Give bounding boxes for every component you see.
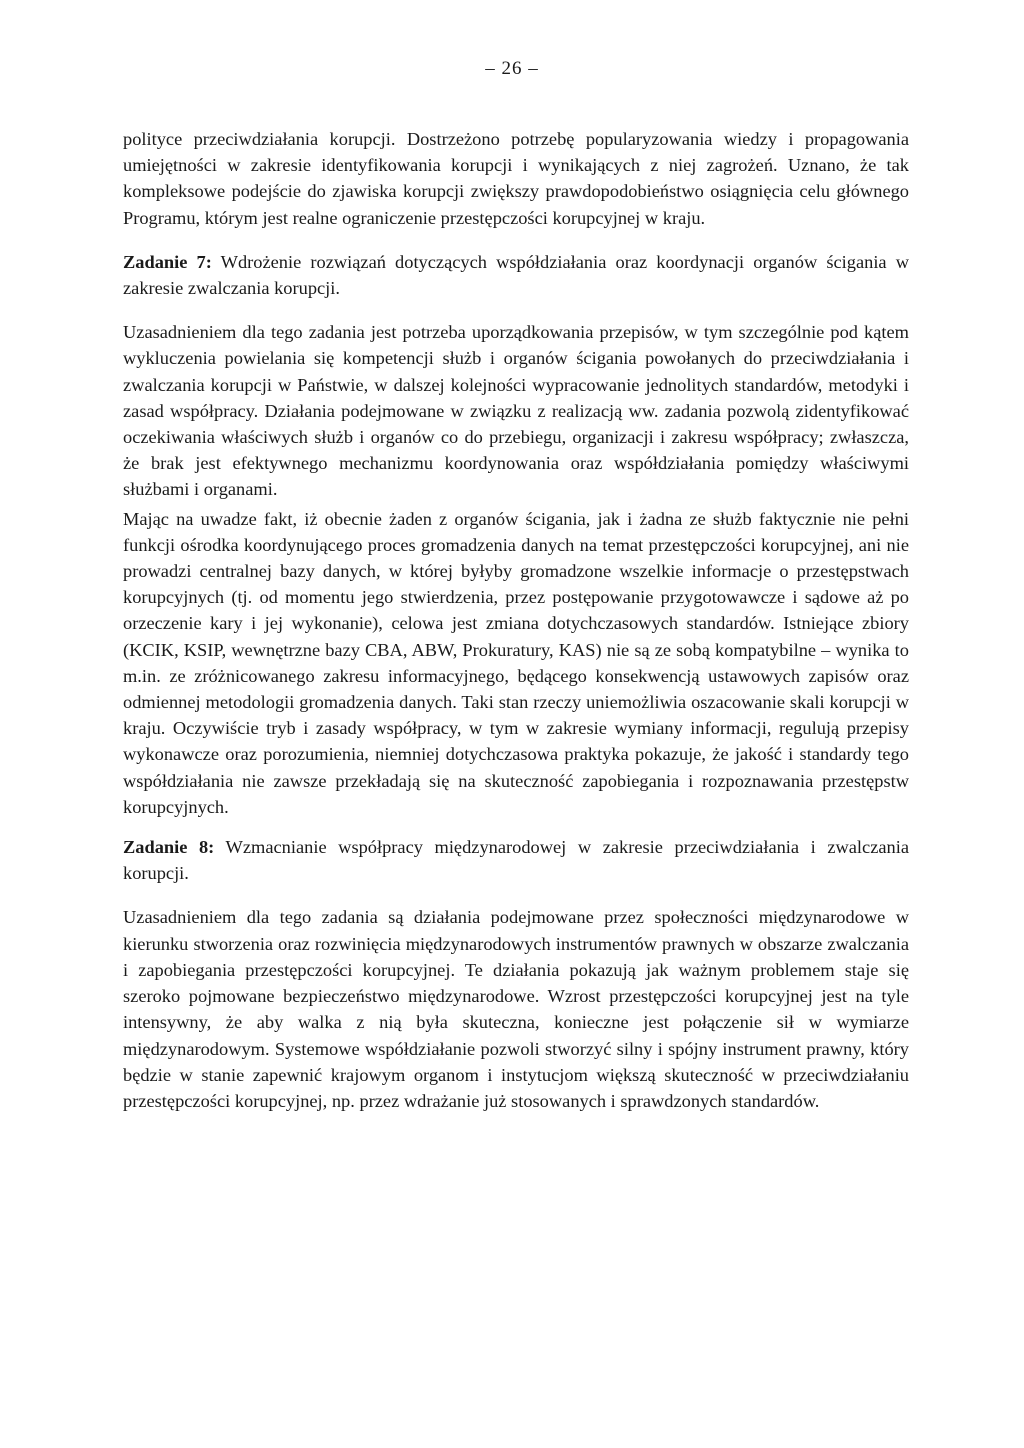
task-8-label: Zadanie 8: — [123, 837, 215, 858]
paragraph-task-8-justification: Uzasadnieniem dla tego zadania są działania podejmowane przez społeczności międzynarodowe w kierunku stworzenia oraz rozwinięcia międzynarodowych instrumentów prawnych w obszarze zwalczania i zapobiegania przestępczości korupcyjnej. Te działania pokazują jak ważnym problemem staje się szeroko pojmowane bezpieczeństwo międzynarodowe. Wzrost przestępczości korupcyjnej jest na tyle intensywny, że aby walka z nią była skuteczna, konieczne jest połączenie sił w wymiarze międzynarodowym. Systemowe współdziałanie pozwoli stworzyć silny i spójny instrument prawny, który będzie w stanie zapewnić krajowym organom i instytucjom większą skuteczność w przeciwdziałaniu przestępczości korupcyjnej, np. przez wdrażanie już stosowanych i sprawdzonych standardów. — [123, 907, 909, 1111]
task-8-title: Wzmacnianie współpracy międzynarodowej w zakresie przeciwdziałania i zwalczania korupcji. — [123, 837, 909, 884]
task-8-heading — [123, 834, 909, 886]
page-number: – 26 – — [485, 58, 539, 79]
paragraph-data-collection: Mając na uwadze fakt, iż obecnie żaden z organów ścigania, jak i żadna ze służb faktycznie nie pełni funkcji ośrodka koordynującego proces gromadzenia danych na temat przestępczości korupcyjnej, ani nie prowadzi centralnej bazy danych, w której byłyby gromadzone wszelkie informacje o przestępstwach korupcyjnych (tj. od momentu jego stwierdzenia, przez postępowanie przygotowawcze i sądowe aż po orzeczenie kary i jej wykonanie), celowa jest zmiana dotychczasowych standardów. Istniejące zbiory (KCIK, KSIP, wewnętrzne bazy CBA, ABW, Prokuratury, KAS) nie są ze sobą kompatybilne – wynika to m.in. ze zróżnicowanego zakresu informacyjnego, będącego konsekwencją ustawowych zapisów oraz odmiennej metodologii gromadzenia danych. Taki stan rzeczy uniemożliwia oszacowanie skali korupcji w kraju. Oczywiście tryb i zasady współpracy, w tym w zakresie wymiany informacji, regulują przepisy wykonawcze oraz porozumienia, niemniej dotychczasowa praktyka pokazuje, że jakość i standardy tego współdziałania nie zawsze przekładają się na skuteczność zapobiegania i rozpoznawania przestępstw korupcyjnych. — [123, 508, 909, 817]
document-body — [123, 126, 909, 1114]
task-7-label: Zadanie 7: — [123, 251, 212, 272]
paragraph-task-7-justification: Uzasadnieniem dla tego zadania jest potrzeba uporządkowania przepisów, w tym szczególnie pod kątem wykluczenia powielania się kompetencji służb i organów ścigania powołanych do przeciwdziałania i zwalczania korupcji w Państwie, w dalszej kolejności wypracowanie jednolitych standardów, metodyki i zasad współpracy. Działania podejmowane w związku z realizacją ww. zadania pozwolą zidentyfikować oczekiwania właściwych służb i organów co do przebiegu, organizacji i zakresu współpracy; zwłaszcza, że brak jest efektywnego mechanizmu koordynowania oraz współdziałania pomiędzy właściwymi służbami i organami. — [123, 322, 909, 500]
task-7-heading — [123, 249, 909, 301]
paragraph-intro-continuation: polityce przeciwdziałania korupcji. Dostrzeżono potrzebę popularyzowania wiedzy i propagowania umiejętności w zakresie identyfikowania korupcji i wynikających z niej zagrożeń. Uznano, że tak kompleksowe podejście do zjawiska korupcji zwiększy prawdopodobieństwo osiągnięcia celu głównego Programu, którym jest realne ograniczenie przestępczości korupcyjnej w kraju. — [123, 129, 909, 228]
task-7-title: Wdrożenie rozwiązań dotyczących współdziałania oraz koordynacji organów ścigania w zakresie zwalczania korupcji. — [123, 251, 909, 299]
